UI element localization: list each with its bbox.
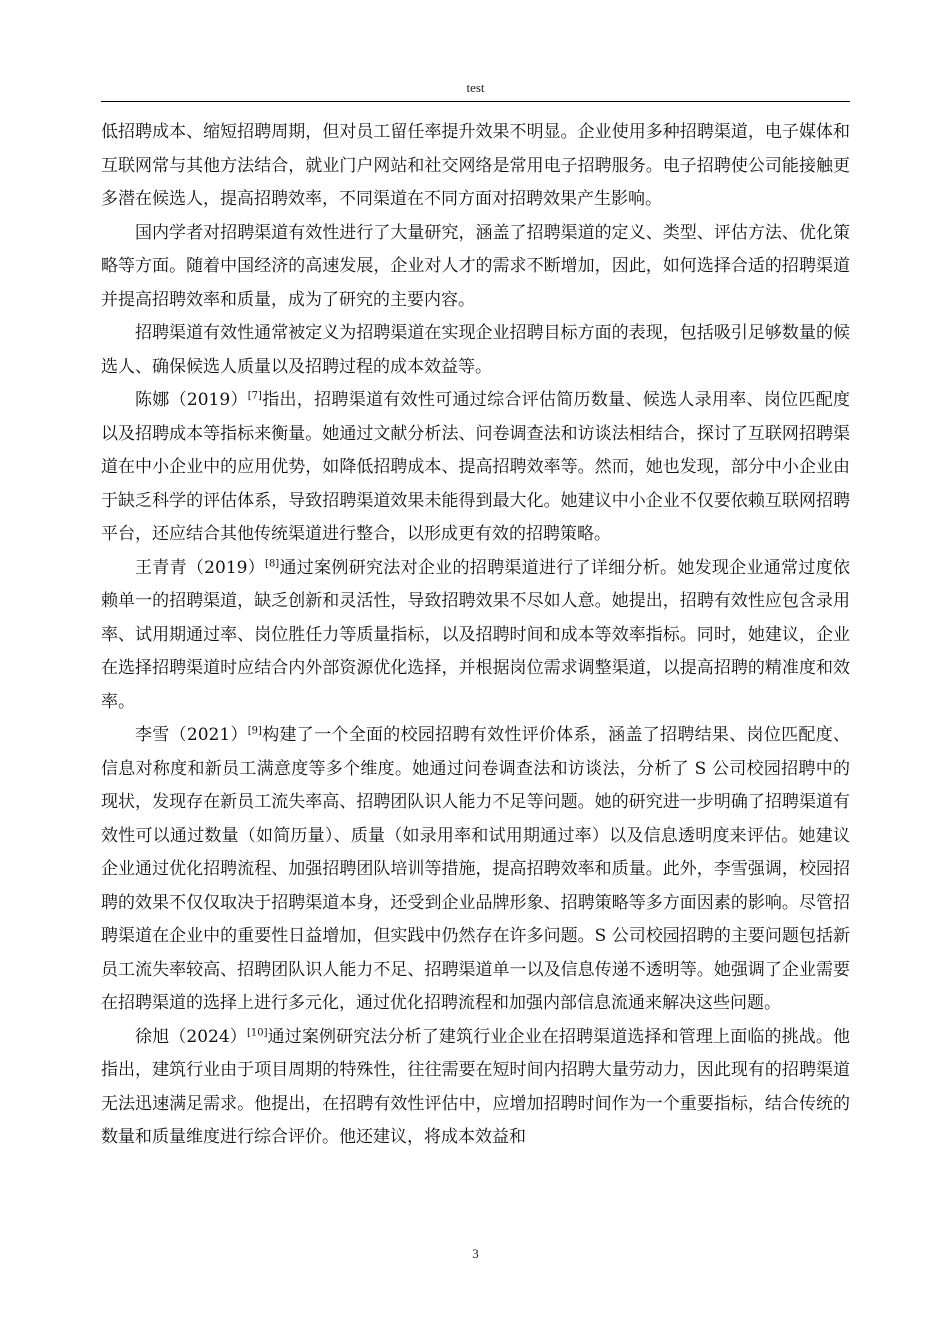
paragraph: [101, 217, 850, 318]
citation-author: 李雪（2021）: [135, 725, 248, 745]
page-header: test: [466, 80, 485, 95]
paragraph: [101, 384, 850, 552]
citation-ref: [10]: [246, 1026, 268, 1038]
paragraph: [101, 719, 850, 1021]
paragraph: [101, 1021, 850, 1155]
citation-ref: [8]: [265, 557, 280, 569]
paragraph-text: 指出，招聘渠道有效性可通过综合评估简历数量、候选人录用率、岗位匹配度以及招聘成本等指标来衡量。她通过文献分析法、问卷调查法和访谈法相结合，探讨了互联网招聘渠道在中小企业中的应用优势，如降低招聘成本、提高招聘效率等。然而，她也发现，部分中小企业由于缺乏科学的评估体系，导致招聘渠道效果未能得到最大化。她建议中小企业不仅要依赖互联网招聘平台，还应结合其他传统渠道进行整合，以形成更有效的招聘策略。: [101, 390, 851, 544]
document-body: [101, 116, 850, 1155]
citation-author: 王青青（2019）: [135, 557, 266, 578]
header-divider: [101, 101, 850, 102]
paragraph-continued: [101, 116, 850, 217]
paragraph-text: 国内学者对招聘渠道有效性进行了大量研究，涵盖了招聘渠道的定义、类型、评估方法、优化策略等方面。随着中国经济的高速发展，企业对人才的需求不断增加，因此，如何选择合适的招聘渠道并提高招聘效率和质量，成为了研究的主要内容。: [101, 222, 850, 310]
paragraph: [101, 317, 850, 384]
paragraph-text: 构建了一个全面的校园招聘有效性评价体系，涵盖了招聘结果、岗位匹配度、信息对称度和新员工满意度等多个维度。她通过问卷调查法和访谈法，分析了 S 公司校园招聘中的现状，发现存在新员工流失率高、招聘团队识人能力不足等问题。她的研究进一步明确了招聘渠道有效性可以通过数量（如简历量）、质量（如录用率和试用期通过率）以及信息透明度来评估。她建议企业通过优化招聘流程、加强招聘团队培训等措施，提高招聘效率和质量。此外，李雪强调，校园招聘的效果不仅仅取决于招聘渠道本身，还受到企业品牌形象、招聘策略等多方面因素的影响。尽管招聘渠道在企业中的重要性日益增加，但实践中仍然存在许多问题。S 公司校园招聘的主要问题包括新员工流失率较高、招聘团队识人能力不足、招聘渠道单一以及信息传递不透明等。她强调了企业需要在招聘渠道的选择上进行多元化，通过优化招聘流程和加强内部信息流通来解决这些问题。: [101, 725, 851, 1013]
paragraph-text: 通过案例研究法分析了建筑行业企业在招聘渠道选择和管理上面临的挑战。他指出，建筑行业由于项目周期的特殊性，往往需要在短时间内招聘大量劳动力，因此现有的招聘渠道无法迅速满足需求。他提出，在招聘有效性评估中，应增加招聘时间作为一个重要指标，结合传统的数量和质量维度进行综合评价。他还建议，将成本效益和: [101, 1026, 851, 1147]
paragraph-text: 招聘渠道有效性通常被定义为招聘渠道在实现企业招聘目标方面的表现，包括吸引足够数量的候选人、确保候选人质量以及招聘过程的成本效益等。: [101, 323, 850, 377]
citation-author: 徐旭（2024）: [135, 1026, 247, 1047]
citation-ref: [9]: [247, 725, 262, 737]
paragraph-text: 通过案例研究法对企业的招聘渠道进行了详细分析。她发现企业通常过度依赖单一的招聘渠道，缺乏创新和灵活性，导致招聘效果不尽如人意。她提出，招聘有效性应包含录用率、试用期通过率、岗位胜任力等质量指标，以及招聘时间和成本等效率指标。同时，她建议，企业在选择招聘渠道时应结合内外部资源优化选择，并根据岗位需求调整渠道，以提高招聘的精准度和效率。: [101, 557, 851, 712]
page-number: 3: [472, 1246, 479, 1261]
paragraph-text: 低招聘成本、缩短招聘周期，但对员工留任率提升效果不明显。企业使用多种招聘渠道，电子媒体和互联网常与其他方法结合，就业门户网站和社交网络是常用电子招聘服务。电子招聘使公司能接触更多潜在候选人，提高招聘效率，不同渠道在不同方面对招聘效果产生影响。: [101, 122, 850, 209]
paragraph: [101, 552, 850, 720]
citation-author: 陈娜（2019）: [135, 390, 248, 410]
citation-ref: [7]: [247, 390, 262, 402]
